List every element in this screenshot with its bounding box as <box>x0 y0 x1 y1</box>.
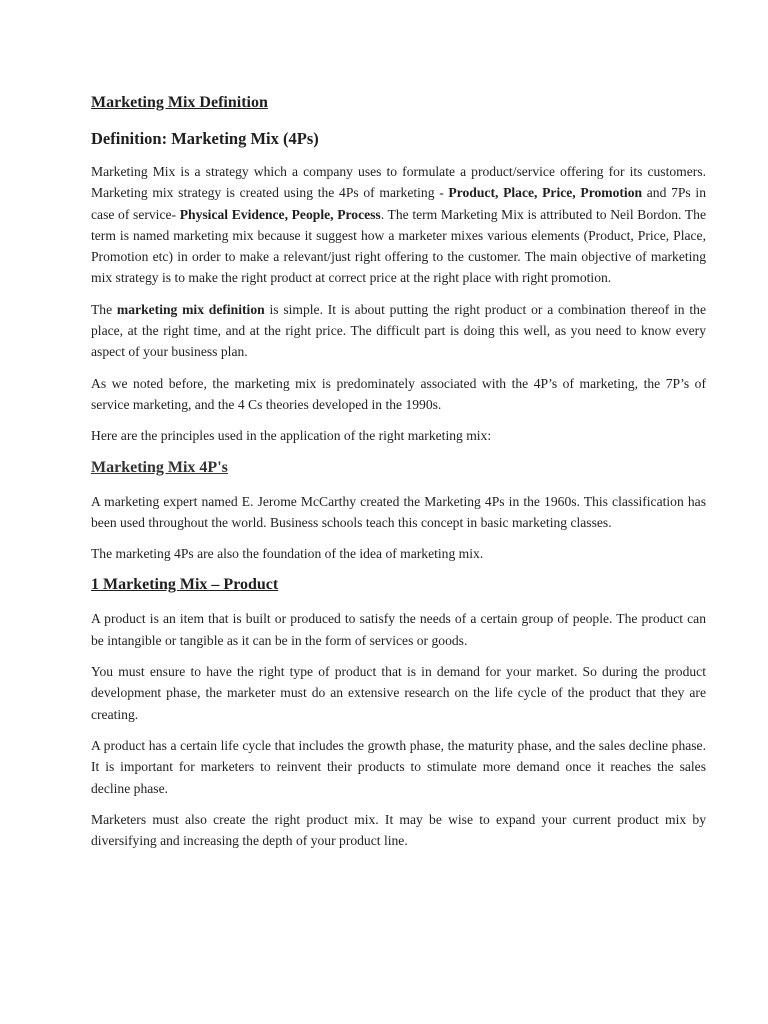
association-paragraph: As we noted before, the marketing mix is predominately associated with the 4P’s of marketing, the 7P’s of service marketing, and the 4 Cs theories developed in the 1990s. <box>91 375 706 412</box>
intro-text-c: and 7Ps in case of service- <box>91 185 706 222</box>
definition-paragraph <box>91 299 706 363</box>
principles-paragraph: Here are the principles used in the application of the right marketing mix: <box>91 428 492 444</box>
intro-text-a: Marketing Mix is a strategy which a company uses to formulate a product/service offering for its customers. Marketing mix strategy is created using the 4Ps of marketing - <box>91 164 706 201</box>
document-title: Marketing Mix Definition <box>91 94 268 111</box>
mccarthy-paragraph: A marketing expert named E. Jerome McCarthy created the Marketing 4Ps in the 1960s. This classification has been used throughout the world. Business schools teach this concept in basic marketing classes. <box>91 493 706 530</box>
product-demand-paragraph: You must ensure to have the right type of product that is in demand for your market. So during the product development phase, the marketer must do an extensive research on the life cycle of the product that they are creating. <box>91 664 706 722</box>
section-heading-product: 1 Marketing Mix – Product <box>91 576 279 594</box>
product-mix-paragraph: Marketers must also create the right product mix. It may be wise to expand your current product mix by diversifying and increasing the depth of your product line. <box>91 811 706 849</box>
definition-text-c: is simple. It is about putting the right product or a combination thereof in the place, at the right time, and at the right price. The difficult part is doing this well, as you need to know every aspect of your business plan. <box>91 301 706 360</box>
definition-text-a: The <box>91 301 117 317</box>
seven-ps-list: Physical Evidence, People, Process <box>179 206 381 222</box>
product-lifecycle-paragraph: A product has a certain life cycle that includes the growth phase, the maturity phase, and the sales decline phase. It is important for marketers to reinvent their products to stimulate more demand once it reaches the sales decline phase. <box>91 737 706 796</box>
foundation-paragraph: The marketing 4Ps are also the foundation of the idea of marketing mix. <box>91 546 484 562</box>
four-ps-list: Product, Place, Price, Promotion <box>448 185 643 201</box>
product-definition-paragraph: A product is an item that is built or produced to satisfy the needs of a certain group of people. The product can be intangible or tangible as it can be in the form of services or goods. <box>91 611 706 648</box>
definition-heading: Definition: Marketing Mix (4Ps) <box>91 129 319 148</box>
intro-paragraph <box>91 161 706 289</box>
definition-term: marketing mix definition <box>116 301 265 317</box>
intro-text-d: . The term Marketing Mix is attributed to Neil Bordon. The term is named marketing mix because it suggest how a marketer mixes various elements (Product, Price, Place, Promotion etc) in order to make a relevant/just right offering to the customer. The main objective of marketing mix strategy is to make the right product at correct price at the right place with right promotion. <box>91 206 706 286</box>
section-heading-4ps: Marketing Mix 4P's <box>91 458 228 476</box>
